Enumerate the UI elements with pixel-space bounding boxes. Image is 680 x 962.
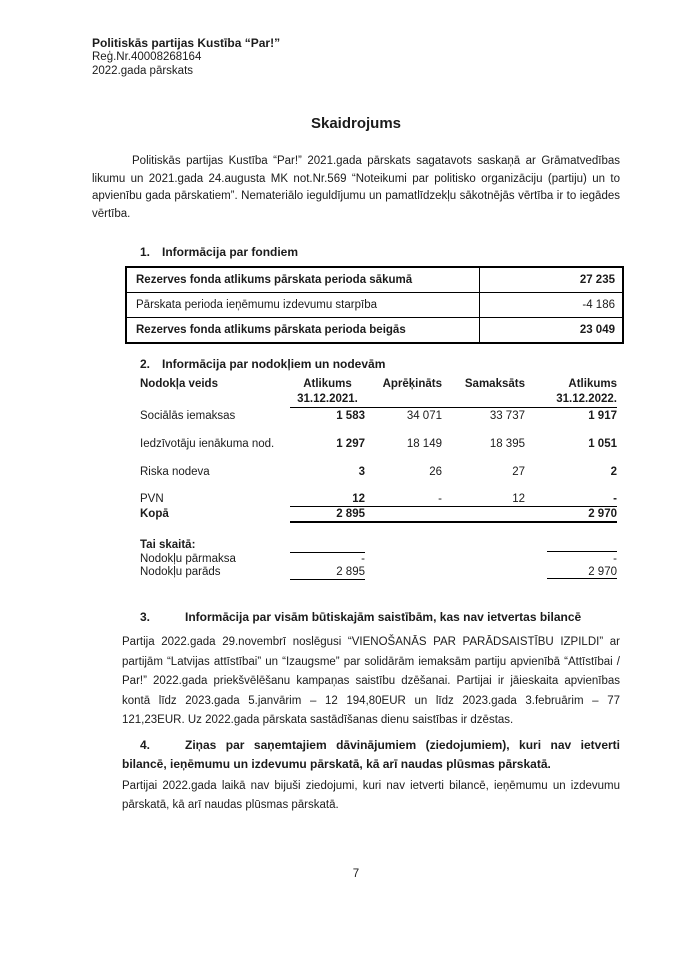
column-header: Nodokļa veids [140,378,218,390]
row-label: Nodokļu pārmaksa [140,552,236,565]
table-row [122,408,617,436]
table-row [122,464,617,492]
cell-closing: 2 [610,466,617,478]
column-header: Atlikums [303,378,352,390]
section-2-title: Informācija par nodokļiem un nodevām [162,357,386,371]
cell-opening: 1 297 [336,438,365,450]
table-row [127,268,622,292]
cell-closing: 2 970 [547,566,617,579]
column-header: Samaksāts [464,378,525,390]
column-header-date: 31.12.2022. [525,392,617,408]
cell-calculated: - [365,493,442,507]
table-row [122,492,617,507]
section-2-heading [122,357,620,372]
section-3-body: Partija 2022.gada 29.novembrī noslēgusi “VIENOŠANĀS PAR PARĀDSAISTĪBU IZPILDI” ar partijām “Latvijas attīstībai” un “Izaugsme” par solidārām iemaksām partiju apvienībā “Attīstībai / Par!” 2022.gada priekšvēlēšanu kampaņas saistību dzēšanai. Partijai ir jāieskaita apvienības kontā līdz 2023.gada 5.janvārim – 12 194,80EUR un līdz 2023.gada 3.februārim – 77 121,23EUR. Uz 2022.gada pārskata sastādīšanas dienu saistības ir dzēstas. [122,636,620,726]
cell-closing: 1 917 [588,410,617,422]
section-3-number: 3. [140,610,151,624]
row-label: Riska nodeva [140,466,210,478]
cell-opening: 2 895 [290,566,365,580]
row-label: Nodokļu parāds [140,566,221,578]
cell-closing: - [613,552,617,565]
section-4-body: Partijai 2022.gada laikā nav bijuši ziedojumi, kuri nav ietverti bilancē, ieņēmumu un izdevumu pārskatā, kā arī naudas plūsmas pārskatā. [122,780,620,811]
cell-closing: - [525,493,617,507]
registration-number: Reģ.Nr.40008268164 [92,51,202,63]
table-row [122,566,617,580]
row-label: Sociālās iemaksas [140,410,236,422]
funds-table [125,266,624,344]
cell-closing: 1 051 [588,438,617,450]
row-label: Rezerves fonda atlikums pārskata perioda beigās [127,318,480,342]
row-label: Pārskata perioda ieņēmumu izdevumu starpība [127,293,480,317]
report-period: 2022.gada pārskats [92,65,194,77]
cell-opening: 12 [290,493,365,507]
total-opening: 2 895 [290,508,365,523]
column-header: Atlikums [568,378,617,390]
table-row [127,292,622,317]
cell-calculated: 26 [429,466,442,478]
cell-opening: 3 [358,466,365,478]
page-number: 7 [352,868,360,880]
cell-paid: 33 737 [489,410,525,422]
table-row [127,317,622,342]
cell-paid: 18 395 [489,438,525,450]
table-header-row [122,392,617,408]
cell-paid: 12 [442,493,525,507]
cell-calculated: 34 071 [406,410,442,422]
row-label: Iedzīvotāju ienākuma nod. [140,438,275,450]
breakdown-title: Tai skaitā: [140,539,196,551]
row-label: Rezerves fonda atlikums pārskata perioda sākumā [127,268,480,292]
intro-paragraph: Politiskās partijas Kustība “Par!” 2021.gada pārskats sagatavots saskaņā ar Grāmatvedības likumu un 2021.gada 24.augusta MK not.Nr.569 “Noteikumi par politisko organizāciju (partiju) un to apvienību gada pārskatiem”. Nemateriālo ieguldījumu un pamatlīdzekļu sākotnējās vērtība ir to iegādes vērtība. [92,155,620,220]
table-row [122,553,617,567]
row-label: PVN [140,493,164,505]
cell-opening: - [361,552,365,565]
table-total-row [122,507,617,522]
document-header [92,36,280,78]
section-3-heading [122,610,620,625]
column-header: Aprēķināts [382,378,442,390]
total-closing: 2 970 [525,508,617,523]
cell-paid: 27 [512,466,525,478]
section-4-number: 4. [140,738,151,752]
section-1-number: 1. [140,245,151,259]
table-header-row [122,377,617,392]
section-4-heading [122,736,620,774]
page-title: Skaidrojums [310,115,402,132]
row-value: 27 235 [579,274,615,286]
section-2-number: 2. [140,357,151,371]
section-1-heading [122,245,620,260]
row-value: -4 186 [582,299,615,311]
section-1-title: Informācija par fondiem [162,245,299,259]
taxes-table [122,377,617,580]
table-row [122,436,617,464]
section-3-title: Informācija par visām būtiskajām saistībām, kas nav ietvertas bilancē [185,610,582,624]
cell-calculated: 18 149 [406,438,442,450]
breakdown-header-row [122,539,617,553]
section-4-title: Ziņas par saņemtajiem dāvinājumiem (ziedojumiem), kuri nav ietverti bilancē, ieņēmumu un izdevumu pārskatā, kā arī naudas plūsmas pārskatā. [122,738,620,771]
row-value: 23 049 [579,324,615,336]
total-label: Kopā [140,508,169,520]
column-header-date: 31.12.2021. [290,392,365,408]
cell-opening: 1 583 [336,410,365,422]
organization-name: Politiskās partijas Kustība “Par!” [92,36,281,50]
